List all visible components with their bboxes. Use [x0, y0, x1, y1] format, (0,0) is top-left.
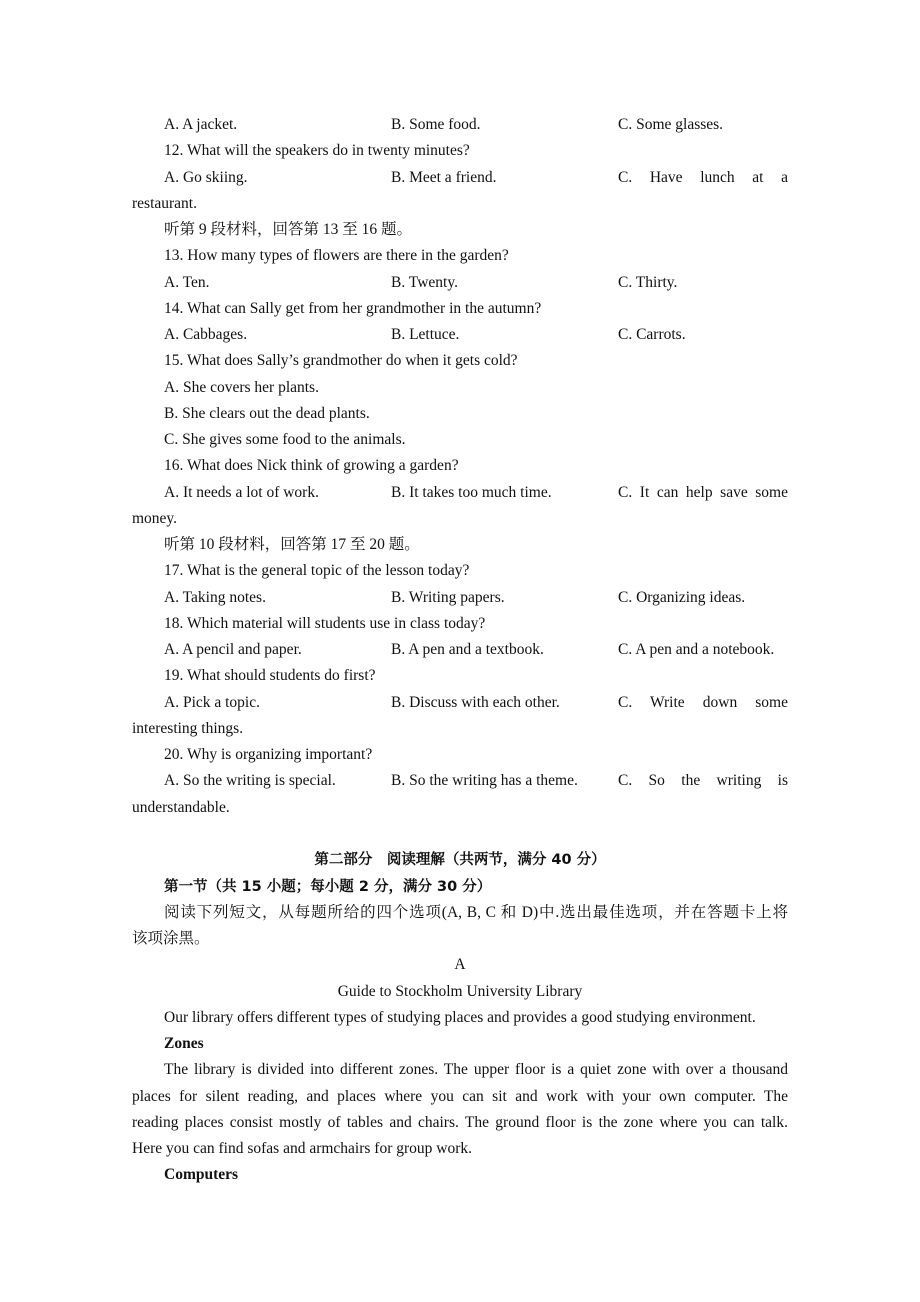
option-row: [132, 585, 788, 611]
question-line: 14. What can Sally get from her grandmother in the autumn?: [164, 299, 542, 317]
option-a: A. It needs a lot of work.: [164, 483, 319, 501]
option-a: A. Cabbages.: [164, 326, 248, 343]
question-line: Our library offers different types of studying places and provides a good studying environment.: [164, 1008, 756, 1026]
option-b: B. Some food.: [391, 116, 481, 133]
option-c: C. Write down some: [618, 693, 788, 711]
option-a: A. A pencil and paper.: [164, 641, 302, 658]
subsection-heading: Zones: [164, 1035, 204, 1052]
option-c: C. Some glasses.: [618, 116, 724, 133]
option-row: [132, 322, 788, 348]
continuation-line: 该项涂黑。: [132, 930, 210, 947]
continuation-line: understandable.: [132, 798, 230, 816]
subsection-heading: 第一节（共 15 小题；每小题 2 分，满分 30 分）: [164, 878, 492, 895]
option-b: B. Writing papers.: [391, 588, 505, 606]
option-a: A. A jacket.: [164, 116, 238, 133]
option-a: A. Taking notes.: [164, 588, 266, 606]
option-b: B. Meet a friend.: [391, 168, 497, 186]
question-line: B. She clears out the dead plants.: [164, 404, 370, 422]
option-c: C. Have lunch at a: [618, 168, 788, 186]
option-c: C. It can help save some: [618, 483, 788, 501]
option-row: [132, 165, 788, 191]
subsection-heading: Computers: [164, 1166, 239, 1184]
continuation-line: interesting things.: [132, 719, 244, 737]
question-line: 13. How many types of flowers are there in the garden?: [164, 247, 509, 265]
option-row: [132, 690, 788, 716]
option-c: C. So the writing is: [618, 772, 788, 790]
option-row: [132, 637, 788, 663]
option-b: B. Twenty.: [391, 273, 458, 291]
paragraph-line: 阅读下列短文，从每题所给的四个选项(A, B, C 和 D)中.选出最佳选项，并在答题卡上将: [164, 903, 788, 921]
question-line: A. She covers her plants.: [164, 378, 319, 396]
question-line: 16. What does Nick think of growing a garden?: [164, 457, 459, 475]
option-b: B. So the writing has a theme.: [391, 772, 578, 790]
option-c: C. Carrots.: [618, 326, 686, 343]
question-line: 15. What does Sally’s grandmother do when it gets cold?: [164, 352, 518, 370]
question-line: 听第 9 段材料，回答第 13 至 16 题。: [164, 221, 413, 238]
continuation-line: money.: [132, 509, 178, 527]
option-row: [132, 270, 788, 296]
question-line: C. She gives some food to the animals.: [164, 431, 406, 448]
question-line: 听第 10 段材料，回答第 17 至 20 题。: [164, 536, 420, 553]
option-row: [132, 768, 788, 794]
option-b: B. Lettuce.: [391, 326, 460, 343]
paragraph-line: The library is divided into different zones. The upper floor is a quiet zone with over a thousand: [164, 1061, 788, 1079]
option-row: [132, 112, 788, 138]
option-c: C. A pen and a notebook.: [618, 641, 775, 658]
question-line: 12. What will the speakers do in twenty minutes?: [164, 142, 470, 160]
continuation-line: restaurant.: [132, 194, 197, 212]
option-b: B. It takes too much time.: [391, 483, 552, 501]
document-page: [132, 112, 788, 1189]
spacer: [132, 821, 788, 848]
passage-title: Guide to Stockholm University Library: [337, 982, 583, 1000]
option-a: A. Pick a topic.: [164, 693, 260, 711]
option-b: B. A pen and a textbook.: [391, 641, 544, 658]
question-line: 17. What is the general topic of the lesson today?: [164, 562, 470, 580]
option-a: A. Go skiing.: [164, 168, 248, 186]
question-line: 19. What should students do first?: [164, 667, 376, 685]
option-c: C. Thirty.: [618, 273, 678, 291]
question-line: 18. Which material will students use in class today?: [164, 614, 486, 632]
option-b: B. Discuss with each other.: [391, 693, 560, 711]
option-a: A. So the writing is special.: [164, 772, 336, 790]
continuation-line: Here you can find sofas and armchairs for group work.: [132, 1140, 473, 1157]
option-a: A. Ten.: [164, 273, 210, 291]
option-c: C. Organizing ideas.: [618, 588, 746, 606]
question-line: 20. Why is organizing important?: [164, 746, 373, 763]
paragraph-line: places for silent reading, and places where you can sit and work with your own computer. The: [132, 1087, 788, 1105]
passage-title: A: [454, 956, 466, 974]
section-heading: 第二部分 阅读理解（共两节，满分 40 分）: [314, 852, 606, 869]
option-row: [132, 480, 788, 506]
paragraph-line: reading places consist mostly of tables and chairs. The ground floor is the zone where you can talk.: [132, 1113, 788, 1131]
